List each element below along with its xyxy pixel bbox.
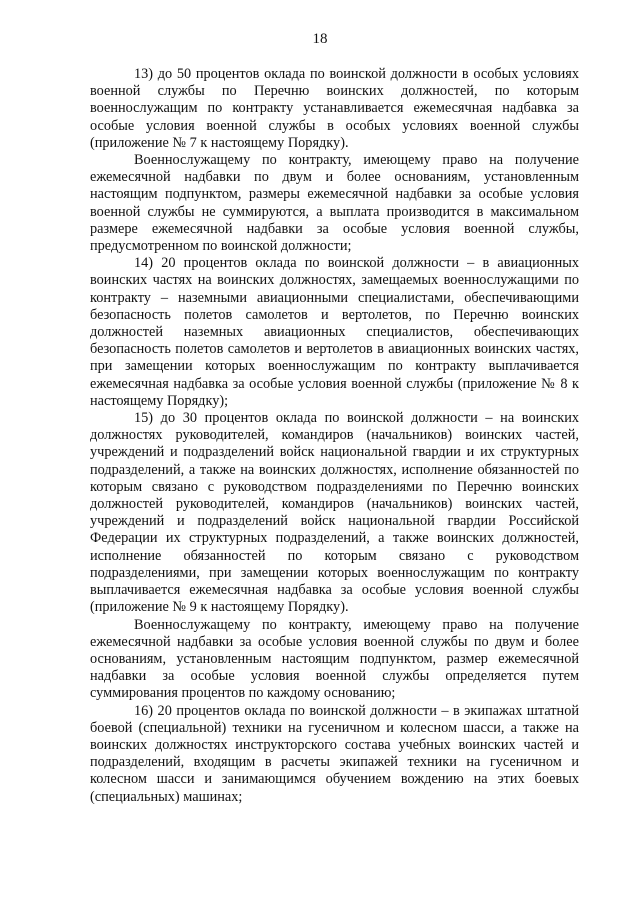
paragraph-item-15: 15) до 30 процентов оклада по воинской должности – на воинских должностях руководителей, командиров (начальников) воинских частей, учреждений и подразделений войск национальной гвардии и их структурных подразделений, а также на воинских должностях, исполнение обязанностей по которым связано с руководством подразделениями по Перечню воинских должностей руководителей, командиров (начальников) воинских частей, учреждений и подразделений войск национальной гвардии Российской Федерации их структурных подразделений, а также воинских должностей, исполнение обязанностей по которым связано с руководством подразделениями, при замещении которых военнослужащим по контракту выплачивается ежемесячная надбавка за особые условия военной службы (приложение № 9 к настоящему Порядку). <box>90 410 579 616</box>
page-number: 18 <box>312 31 328 47</box>
paragraph-note-13: Военнослужащему по контракту, имеющему право на получение ежемесячной надбавки по двум и более основаниям, установленным настоящим подпунктом, размеры ежемесячной надбавки за особые условия военной службы не суммируются, а выплата производится в максимальном размере ежемесячной надбавки за особые условия военной службы, предусмотренном по воинской должности; <box>90 152 579 255</box>
paragraph-item-16: 16) 20 процентов оклада по воинской должности – в экипажах штатной боевой (специальной) техники на гусеничном и колесном шасси, а также на воинских должностях инструкторского состава учебных воинских частей и подразделений, входящим в расчеты экипажей техники на гусеничном и колесном шасси и занимающимся обучением вождению на этих боевых (специальных) машинах; <box>90 702 579 805</box>
paragraph-item-14: 14) 20 процентов оклада по воинской должности – в авиационных воинских частях на воинских должностях, замещаемых военнослужащими по контракту – наземными авиационными специалистами, обеспечивающими безопасность полетов самолетов и вертолетов, по Перечню воинских должностей наземных авиационных специалистов, обеспечивающих безопасность полетов самолетов и вертолетов в авиационных воинских частях, при замещении которых военнослужащим по контракту выплачивается ежемесячная надбавка за особые условия военной службы (приложение № 8 к настоящему Порядку); <box>90 255 579 409</box>
paragraph-item-13: 13) до 50 процентов оклада по воинской должности в особых условиях военной службы по Перечню воинских должностей, по которым военнослужащим по контракту устанавливается ежемесячная надбавка за особые условия военной службы в особых условиях военной службы (приложение № 7 к настоящему Порядку). <box>90 66 579 151</box>
paragraph-note-15: Военнослужащему по контракту, имеющему право на получение ежемесячной надбавки за особые условия военной службы по двум и более основаниям, установленным настоящим подпунктом, размер ежемесячной надбавки за особые условия военной службы определяется путем суммирования процентов по каждому основанию; <box>90 616 579 702</box>
document-body <box>90 66 579 806</box>
